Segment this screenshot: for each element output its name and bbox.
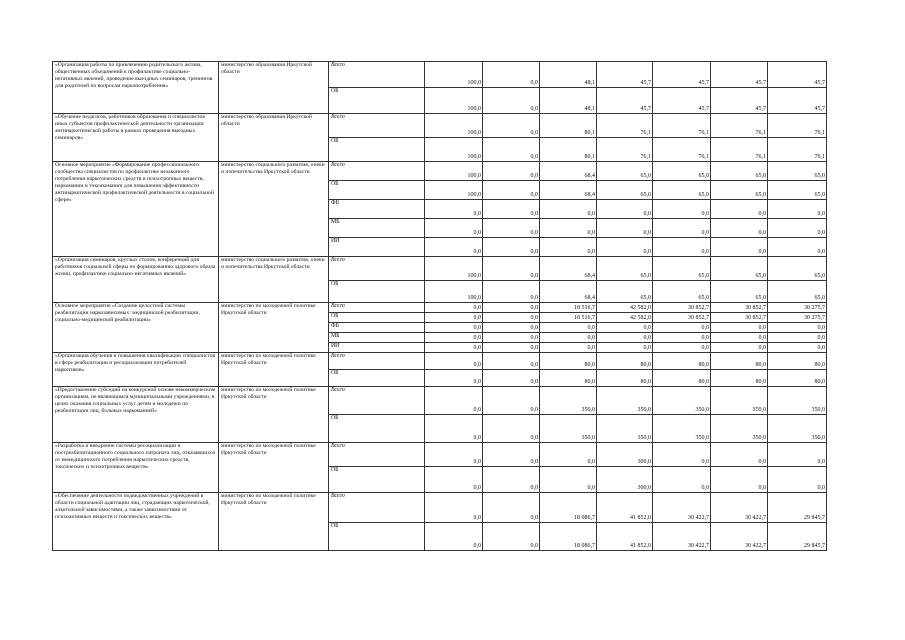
amount-cell: 0,0 (483, 138, 540, 162)
amount-cell: 80,0 (768, 370, 827, 387)
amount-cell: 30 275,7 (768, 303, 827, 313)
amount-cell: 0,0 (653, 343, 711, 353)
funding-source: Всего (329, 443, 425, 467)
activity-name: «Предоставление субсидий на конкурсной основе некоммерческим организациям, не являющимся муниципальными учреждениями, в целях оказания социальных услуг детям и молодежи по реабилитации лиц, больных наркоманией» (53, 387, 219, 443)
amount-cell: 0,0 (425, 523, 483, 551)
amount-cell: 0,0 (540, 467, 597, 493)
amount-cell: 0,0 (768, 219, 827, 238)
amount-cell: 42 582,0 (597, 313, 653, 323)
funding-source: ИИ (329, 238, 425, 257)
amount-cell: 100,0 (425, 281, 483, 303)
funding-source: ОБ (329, 88, 425, 114)
table-row (53, 493, 827, 523)
amount-cell: 0,0 (711, 333, 768, 343)
amount-cell: 68,4 (540, 281, 597, 303)
amount-cell: 30 852,7 (711, 303, 768, 313)
amount-cell: 0,0 (653, 219, 711, 238)
amount-cell: 30 422,7 (711, 493, 768, 523)
amount-cell: 0,0 (425, 353, 483, 370)
funding-source: ОБ (329, 370, 425, 387)
amount-cell: 0,0 (653, 333, 711, 343)
responsible-executor: министерство по молодежной политике Иркутской области (219, 387, 329, 443)
activity-name: «Организация семинаров, круглых столов, конференций для работников социальной сферы по формированию здорового образа жизни, профилактике социально-негативных явлений» (53, 257, 219, 303)
amount-cell: 0,0 (425, 219, 483, 238)
amount-cell: 0,0 (540, 333, 597, 343)
amount-cell: 65,0 (597, 162, 653, 181)
amount-cell: 0,0 (768, 238, 827, 257)
funding-source: Всего (329, 162, 425, 181)
amount-cell: 0,0 (597, 200, 653, 219)
amount-cell: 80,0 (653, 353, 711, 370)
amount-cell: 45,7 (711, 88, 768, 114)
responsible-executor: министерство социального развития, опеки и попечительства Иркутской области (219, 257, 329, 303)
funding-source: ОБ (329, 281, 425, 303)
amount-cell: 41 852,0 (597, 493, 653, 523)
amount-cell: 65,0 (711, 181, 768, 200)
amount-cell: 45,7 (653, 88, 711, 114)
amount-cell: 0,0 (425, 415, 483, 443)
amount-cell: 0,0 (425, 303, 483, 313)
amount-cell: 0,0 (483, 523, 540, 551)
amount-cell: 48,1 (540, 62, 597, 88)
amount-cell: 0,0 (483, 162, 540, 181)
amount-cell: 18 516,7 (540, 303, 597, 313)
amount-cell: 0,0 (425, 333, 483, 343)
table-row (53, 353, 827, 370)
amount-cell: 0,0 (483, 313, 540, 323)
amount-cell: 18 086,7 (540, 523, 597, 551)
amount-cell: 0,0 (653, 323, 711, 333)
amount-cell: 80,0 (540, 353, 597, 370)
funding-source: ОБ (329, 415, 425, 443)
activity-name: «Обеспечение деятельности подведомственных учреждений в области социальной адаптации лиц, страдающих наркотической, алкогольной зависимостями, а также зависимостями от психоактивных веществ и токсических веществ» (53, 493, 219, 551)
amount-cell: 100,0 (425, 162, 483, 181)
amount-cell: 0,0 (540, 219, 597, 238)
amount-cell: 0,0 (425, 323, 483, 333)
amount-cell: 100,0 (425, 138, 483, 162)
responsible-executor: министерство по молодежной политике Иркутской области (219, 353, 329, 387)
funding-source: ОБ (329, 313, 425, 323)
amount-cell: 350,0 (711, 387, 768, 415)
funding-source: Всего (329, 353, 425, 370)
amount-cell: 300,0 (597, 467, 653, 493)
responsible-executor: министерство образования Иркутской области (219, 114, 329, 162)
amount-cell: 0,0 (768, 343, 827, 353)
amount-cell: 350,0 (540, 387, 597, 415)
amount-cell: 0,0 (483, 370, 540, 387)
funding-source: ОБ (329, 467, 425, 493)
amount-cell: 100,0 (425, 62, 483, 88)
amount-cell: 80,0 (768, 353, 827, 370)
table-row (53, 114, 827, 138)
amount-cell: 0,0 (425, 387, 483, 415)
amount-cell: 350,0 (768, 415, 827, 443)
amount-cell: 350,0 (597, 387, 653, 415)
amount-cell: 45,7 (768, 62, 827, 88)
amount-cell: 0,0 (483, 238, 540, 257)
funding-source: Всего (329, 114, 425, 138)
funding-source: Всего (329, 303, 425, 313)
amount-cell: 300,0 (597, 443, 653, 467)
amount-cell: 0,0 (483, 353, 540, 370)
amount-cell: 0,0 (597, 238, 653, 257)
amount-cell: 0,0 (711, 467, 768, 493)
amount-cell: 45,7 (768, 88, 827, 114)
amount-cell: 30 422,7 (711, 523, 768, 551)
amount-cell: 68,4 (540, 162, 597, 181)
activity-name: «Организация обучения и повышения квалификации специалистов в сфере реабилитации и ресоциализации потребителей наркотиков» (53, 353, 219, 387)
amount-cell: 350,0 (711, 415, 768, 443)
table-row (53, 62, 827, 88)
amount-cell: 350,0 (653, 387, 711, 415)
amount-cell: 42 582,0 (597, 303, 653, 313)
funding-source: МБ (329, 219, 425, 238)
amount-cell: 350,0 (653, 415, 711, 443)
amount-cell: 30 422,7 (653, 493, 711, 523)
amount-cell: 65,0 (653, 181, 711, 200)
amount-cell: 65,0 (768, 257, 827, 281)
activity-name: «Организация работы по привлечению родительского актива, общественных объединений к профилактике социально-негативных явлений, проведение выездных семинаров, тренингов для родителей по вопросам наркопотребления» (53, 62, 219, 114)
amount-cell: 30 275,7 (768, 313, 827, 323)
amount-cell: 100,0 (425, 257, 483, 281)
amount-cell: 45,7 (711, 62, 768, 88)
amount-cell: 65,0 (597, 181, 653, 200)
amount-cell: 0,0 (768, 333, 827, 343)
amount-cell: 65,0 (768, 162, 827, 181)
amount-cell: 65,0 (711, 281, 768, 303)
amount-cell: 0,0 (425, 493, 483, 523)
table-row (53, 303, 827, 313)
amount-cell: 0,0 (483, 219, 540, 238)
amount-cell: 65,0 (653, 281, 711, 303)
table-row (53, 443, 827, 467)
amount-cell: 0,0 (711, 443, 768, 467)
responsible-executor: министерство образования Иркутской области (219, 62, 329, 114)
amount-cell: 0,0 (483, 181, 540, 200)
amount-cell: 80,0 (597, 370, 653, 387)
amount-cell: 76,1 (653, 138, 711, 162)
amount-cell: 30 422,7 (653, 523, 711, 551)
funding-source: ФБ (329, 200, 425, 219)
amount-cell: 0,0 (483, 281, 540, 303)
amount-cell: 30 852,7 (653, 303, 711, 313)
amount-cell: 0,0 (653, 238, 711, 257)
amount-cell: 76,1 (597, 114, 653, 138)
amount-cell: 0,0 (768, 443, 827, 467)
activity-name: «Разработка и внедрение системы ресоциализации и постреабилитационного социального патроната лиц, отказавшихся от немедицинского потребления наркотических средств, токсических и психотропных веществ» (53, 443, 219, 493)
amount-cell: 76,1 (711, 114, 768, 138)
amount-cell: 0,0 (483, 200, 540, 219)
amount-cell: 0,0 (540, 238, 597, 257)
amount-cell: 0,0 (711, 219, 768, 238)
funding-source: Всего (329, 387, 425, 415)
amount-cell: 0,0 (768, 200, 827, 219)
amount-cell: 0,0 (653, 443, 711, 467)
program-funding-table (52, 61, 827, 551)
amount-cell: 0,0 (425, 370, 483, 387)
amount-cell: 30 852,7 (711, 313, 768, 323)
amount-cell: 68,4 (540, 257, 597, 281)
amount-cell: 100,0 (425, 88, 483, 114)
amount-cell: 0,0 (483, 303, 540, 313)
amount-cell: 65,0 (768, 181, 827, 200)
amount-cell: 0,0 (653, 467, 711, 493)
amount-cell: 0,0 (597, 333, 653, 343)
amount-cell: 0,0 (653, 200, 711, 219)
amount-cell: 76,1 (597, 138, 653, 162)
amount-cell: 41 852,0 (597, 523, 653, 551)
amount-cell: 0,0 (483, 343, 540, 353)
amount-cell: 80,1 (540, 114, 597, 138)
amount-cell: 0,0 (483, 387, 540, 415)
amount-cell: 0,0 (540, 323, 597, 333)
funding-source: ФБ (329, 323, 425, 333)
amount-cell: 0,0 (425, 238, 483, 257)
funding-source: ИИ (329, 343, 425, 353)
responsible-executor: министерство по молодежной политике Иркутской области (219, 443, 329, 493)
amount-cell: 0,0 (711, 200, 768, 219)
amount-cell: 0,0 (425, 467, 483, 493)
amount-cell: 65,0 (597, 257, 653, 281)
activity-name: Основное мероприятие «Создание целостной системы реабилитации наркозависимых: медицинской реабилитации, социально-медицинской реабилитации» (53, 303, 219, 353)
table-row (53, 162, 827, 181)
amount-cell: 0,0 (483, 443, 540, 467)
amount-cell: 350,0 (597, 415, 653, 443)
funding-source: ОБ (329, 181, 425, 200)
amount-cell: 0,0 (483, 415, 540, 443)
amount-cell: 0,0 (483, 257, 540, 281)
amount-cell: 80,0 (540, 370, 597, 387)
amount-cell: 65,0 (597, 281, 653, 303)
amount-cell: 100,0 (425, 114, 483, 138)
amount-cell: 45,7 (653, 62, 711, 88)
amount-cell: 0,0 (768, 467, 827, 493)
amount-cell: 0,0 (483, 62, 540, 88)
amount-cell: 80,1 (540, 138, 597, 162)
amount-cell: 65,0 (711, 257, 768, 281)
amount-cell: 350,0 (540, 415, 597, 443)
amount-cell: 65,0 (768, 281, 827, 303)
amount-cell: 0,0 (425, 200, 483, 219)
amount-cell: 45,7 (597, 88, 653, 114)
table-row (53, 387, 827, 415)
activity-name: Основное мероприятие «Формирование профессионального сообщества специалистов по профилактике незаконного потребления наркотических средств и психотропных веществ, наркомании и токсикомании для повышения эффективности антинаркотической профилактической деятельности в социальной сфере» (53, 162, 219, 257)
amount-cell: 100,0 (425, 181, 483, 200)
amount-cell: 18 516,7 (540, 313, 597, 323)
amount-cell: 30 852,7 (653, 313, 711, 323)
amount-cell: 0,0 (425, 313, 483, 323)
amount-cell: 0,0 (483, 114, 540, 138)
amount-cell: 0,0 (540, 443, 597, 467)
amount-cell: 0,0 (597, 343, 653, 353)
amount-cell: 0,0 (483, 493, 540, 523)
amount-cell: 80,0 (711, 353, 768, 370)
activity-name: «Обучение педагогов, работников образования и специалистов иных субъектов профилактической деятельности организации антинаркотической работы в рамках проведения выездных семинаров» (53, 114, 219, 162)
amount-cell: 76,1 (768, 114, 827, 138)
amount-cell: 76,1 (768, 138, 827, 162)
amount-cell: 0,0 (483, 333, 540, 343)
amount-cell: 18 086,7 (540, 493, 597, 523)
amount-cell: 65,0 (653, 162, 711, 181)
amount-cell: 76,1 (653, 114, 711, 138)
funding-source: Всего (329, 62, 425, 88)
amount-cell: 0,0 (540, 343, 597, 353)
responsible-executor: министерство по молодежной политике Иркутской области (219, 303, 329, 353)
amount-cell: 0,0 (483, 88, 540, 114)
amount-cell: 0,0 (425, 443, 483, 467)
funding-source: Всего (329, 493, 425, 523)
funding-source: ОБ (329, 523, 425, 551)
amount-cell: 80,0 (653, 370, 711, 387)
amount-cell: 0,0 (711, 343, 768, 353)
amount-cell: 0,0 (768, 323, 827, 333)
amount-cell: 80,0 (597, 353, 653, 370)
amount-cell: 68,4 (540, 181, 597, 200)
amount-cell: 65,0 (653, 257, 711, 281)
amount-cell: 0,0 (483, 467, 540, 493)
amount-cell: 80,0 (711, 370, 768, 387)
amount-cell: 65,0 (711, 162, 768, 181)
amount-cell: 0,0 (597, 323, 653, 333)
amount-cell: 0,0 (540, 200, 597, 219)
responsible-executor: министерство социального развития, опеки и попечительства Иркутской области (219, 162, 329, 257)
funding-source: ОБ (329, 138, 425, 162)
responsible-executor: министерство по молодежной политике Иркутской области (219, 493, 329, 551)
amount-cell: 0,0 (483, 323, 540, 333)
amount-cell: 350,0 (768, 387, 827, 415)
funding-source: МБ (329, 333, 425, 343)
amount-cell: 0,0 (597, 219, 653, 238)
amount-cell: 29 845,7 (768, 493, 827, 523)
amount-cell: 48,1 (540, 88, 597, 114)
amount-cell: 45,7 (597, 62, 653, 88)
amount-cell: 0,0 (711, 238, 768, 257)
amount-cell: 29 845,7 (768, 523, 827, 551)
table-row (53, 257, 827, 281)
amount-cell: 0,0 (711, 323, 768, 333)
amount-cell: 0,0 (425, 343, 483, 353)
funding-source: Всего (329, 257, 425, 281)
amount-cell: 76,1 (711, 138, 768, 162)
